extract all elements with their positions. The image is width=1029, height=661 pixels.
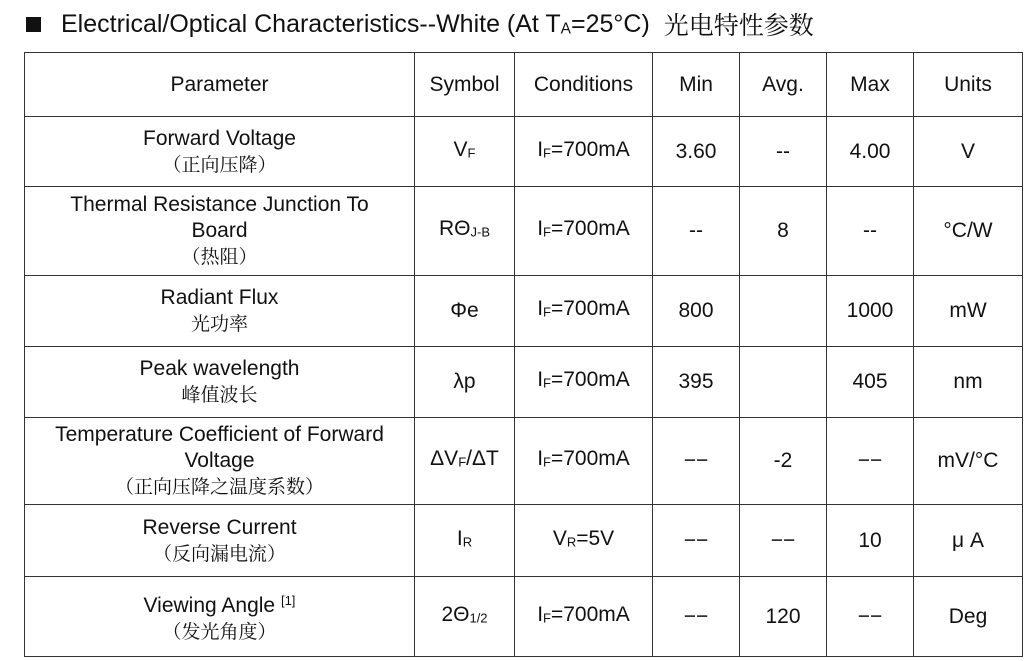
header-parameter: Parameter (25, 53, 415, 117)
units-cell: mV/°C (914, 418, 1023, 505)
header-units: Units (914, 53, 1023, 117)
conditions-cell: IF=700mA (515, 347, 653, 418)
avg-cell: −− (740, 505, 827, 577)
parameter-cell: Temperature Coefficient of Forward Voltage （正向压降之温度系数） (25, 418, 415, 505)
symbol-cell: 2Θ1/2 (415, 577, 515, 657)
avg-cell (740, 347, 827, 418)
conditions-cell: IF=700mA (515, 187, 653, 276)
symbol-cell: ΔVF/ΔT (415, 418, 515, 505)
units-cell: °C/W (914, 187, 1023, 276)
title-text: Electrical/Optical Characteristics--White (At TA=25°C) (61, 9, 650, 38)
table-row (25, 418, 1023, 505)
max-cell: 4.00 (827, 117, 914, 187)
units-cell: Deg (914, 577, 1023, 657)
square-bullet-icon (26, 17, 41, 32)
max-cell: 405 (827, 347, 914, 418)
footnote-ref: [1] (280, 592, 296, 608)
parameter-cell: Viewing Angle [1] （发光角度） (25, 577, 415, 657)
symbol-cell: λp (415, 347, 515, 418)
avg-cell: 8 (740, 187, 827, 276)
conditions-cell: VR=5V (515, 505, 653, 577)
table-row (25, 187, 1023, 276)
units-cell: mW (914, 276, 1023, 347)
symbol-cell: Φe (415, 276, 515, 347)
avg-cell: -2 (740, 418, 827, 505)
table-row (25, 577, 1023, 657)
max-cell: 1000 (827, 276, 914, 347)
header-max: Max (827, 53, 914, 117)
conditions-cell: IF=700mA (515, 276, 653, 347)
characteristics-table (24, 52, 1023, 657)
min-cell: 395 (653, 347, 740, 418)
min-cell: −− (653, 577, 740, 657)
units-cell: nm (914, 347, 1023, 418)
table-row (25, 276, 1023, 347)
parameter-cell: Forward Voltage （正向压降） (25, 117, 415, 187)
min-cell: −− (653, 418, 740, 505)
table-row (25, 117, 1023, 187)
symbol-cell: VF (415, 117, 515, 187)
header-min: Min (653, 53, 740, 117)
parameter-cell: Peak wavelength 峰值波长 (25, 347, 415, 418)
table-row (25, 505, 1023, 577)
max-cell: -- (827, 187, 914, 276)
units-cell: μ A (914, 505, 1023, 577)
min-cell: 800 (653, 276, 740, 347)
max-cell: 10 (827, 505, 914, 577)
parameter-cell: Radiant Flux 光功率 (25, 276, 415, 347)
min-cell: -- (653, 187, 740, 276)
header-symbol: Symbol (415, 53, 515, 117)
table-row (25, 347, 1023, 418)
title-chinese: 光电特性参数 (663, 11, 814, 40)
units-cell: V (914, 117, 1023, 187)
conditions-cell: IF=700mA (515, 117, 653, 187)
symbol-cell: IR (415, 505, 515, 577)
parameter-cell: Reverse Current （反向漏电流） (25, 505, 415, 577)
avg-cell: 120 (740, 577, 827, 657)
min-cell: 3.60 (653, 117, 740, 187)
header-conditions: Conditions (515, 53, 653, 117)
avg-cell: -- (740, 117, 827, 187)
avg-cell (740, 276, 827, 347)
header-row (25, 53, 1023, 117)
header-avg: Avg. (740, 53, 827, 117)
conditions-cell: IF=700mA (515, 418, 653, 505)
section-title (26, 6, 814, 42)
min-cell: −− (653, 505, 740, 577)
conditions-cell: IF=700mA (515, 577, 653, 657)
symbol-cell: RΘJ-B (415, 187, 515, 276)
max-cell: −− (827, 418, 914, 505)
max-cell: −− (827, 577, 914, 657)
parameter-cell: Thermal Resistance Junction To Board （热阻） (25, 187, 415, 276)
